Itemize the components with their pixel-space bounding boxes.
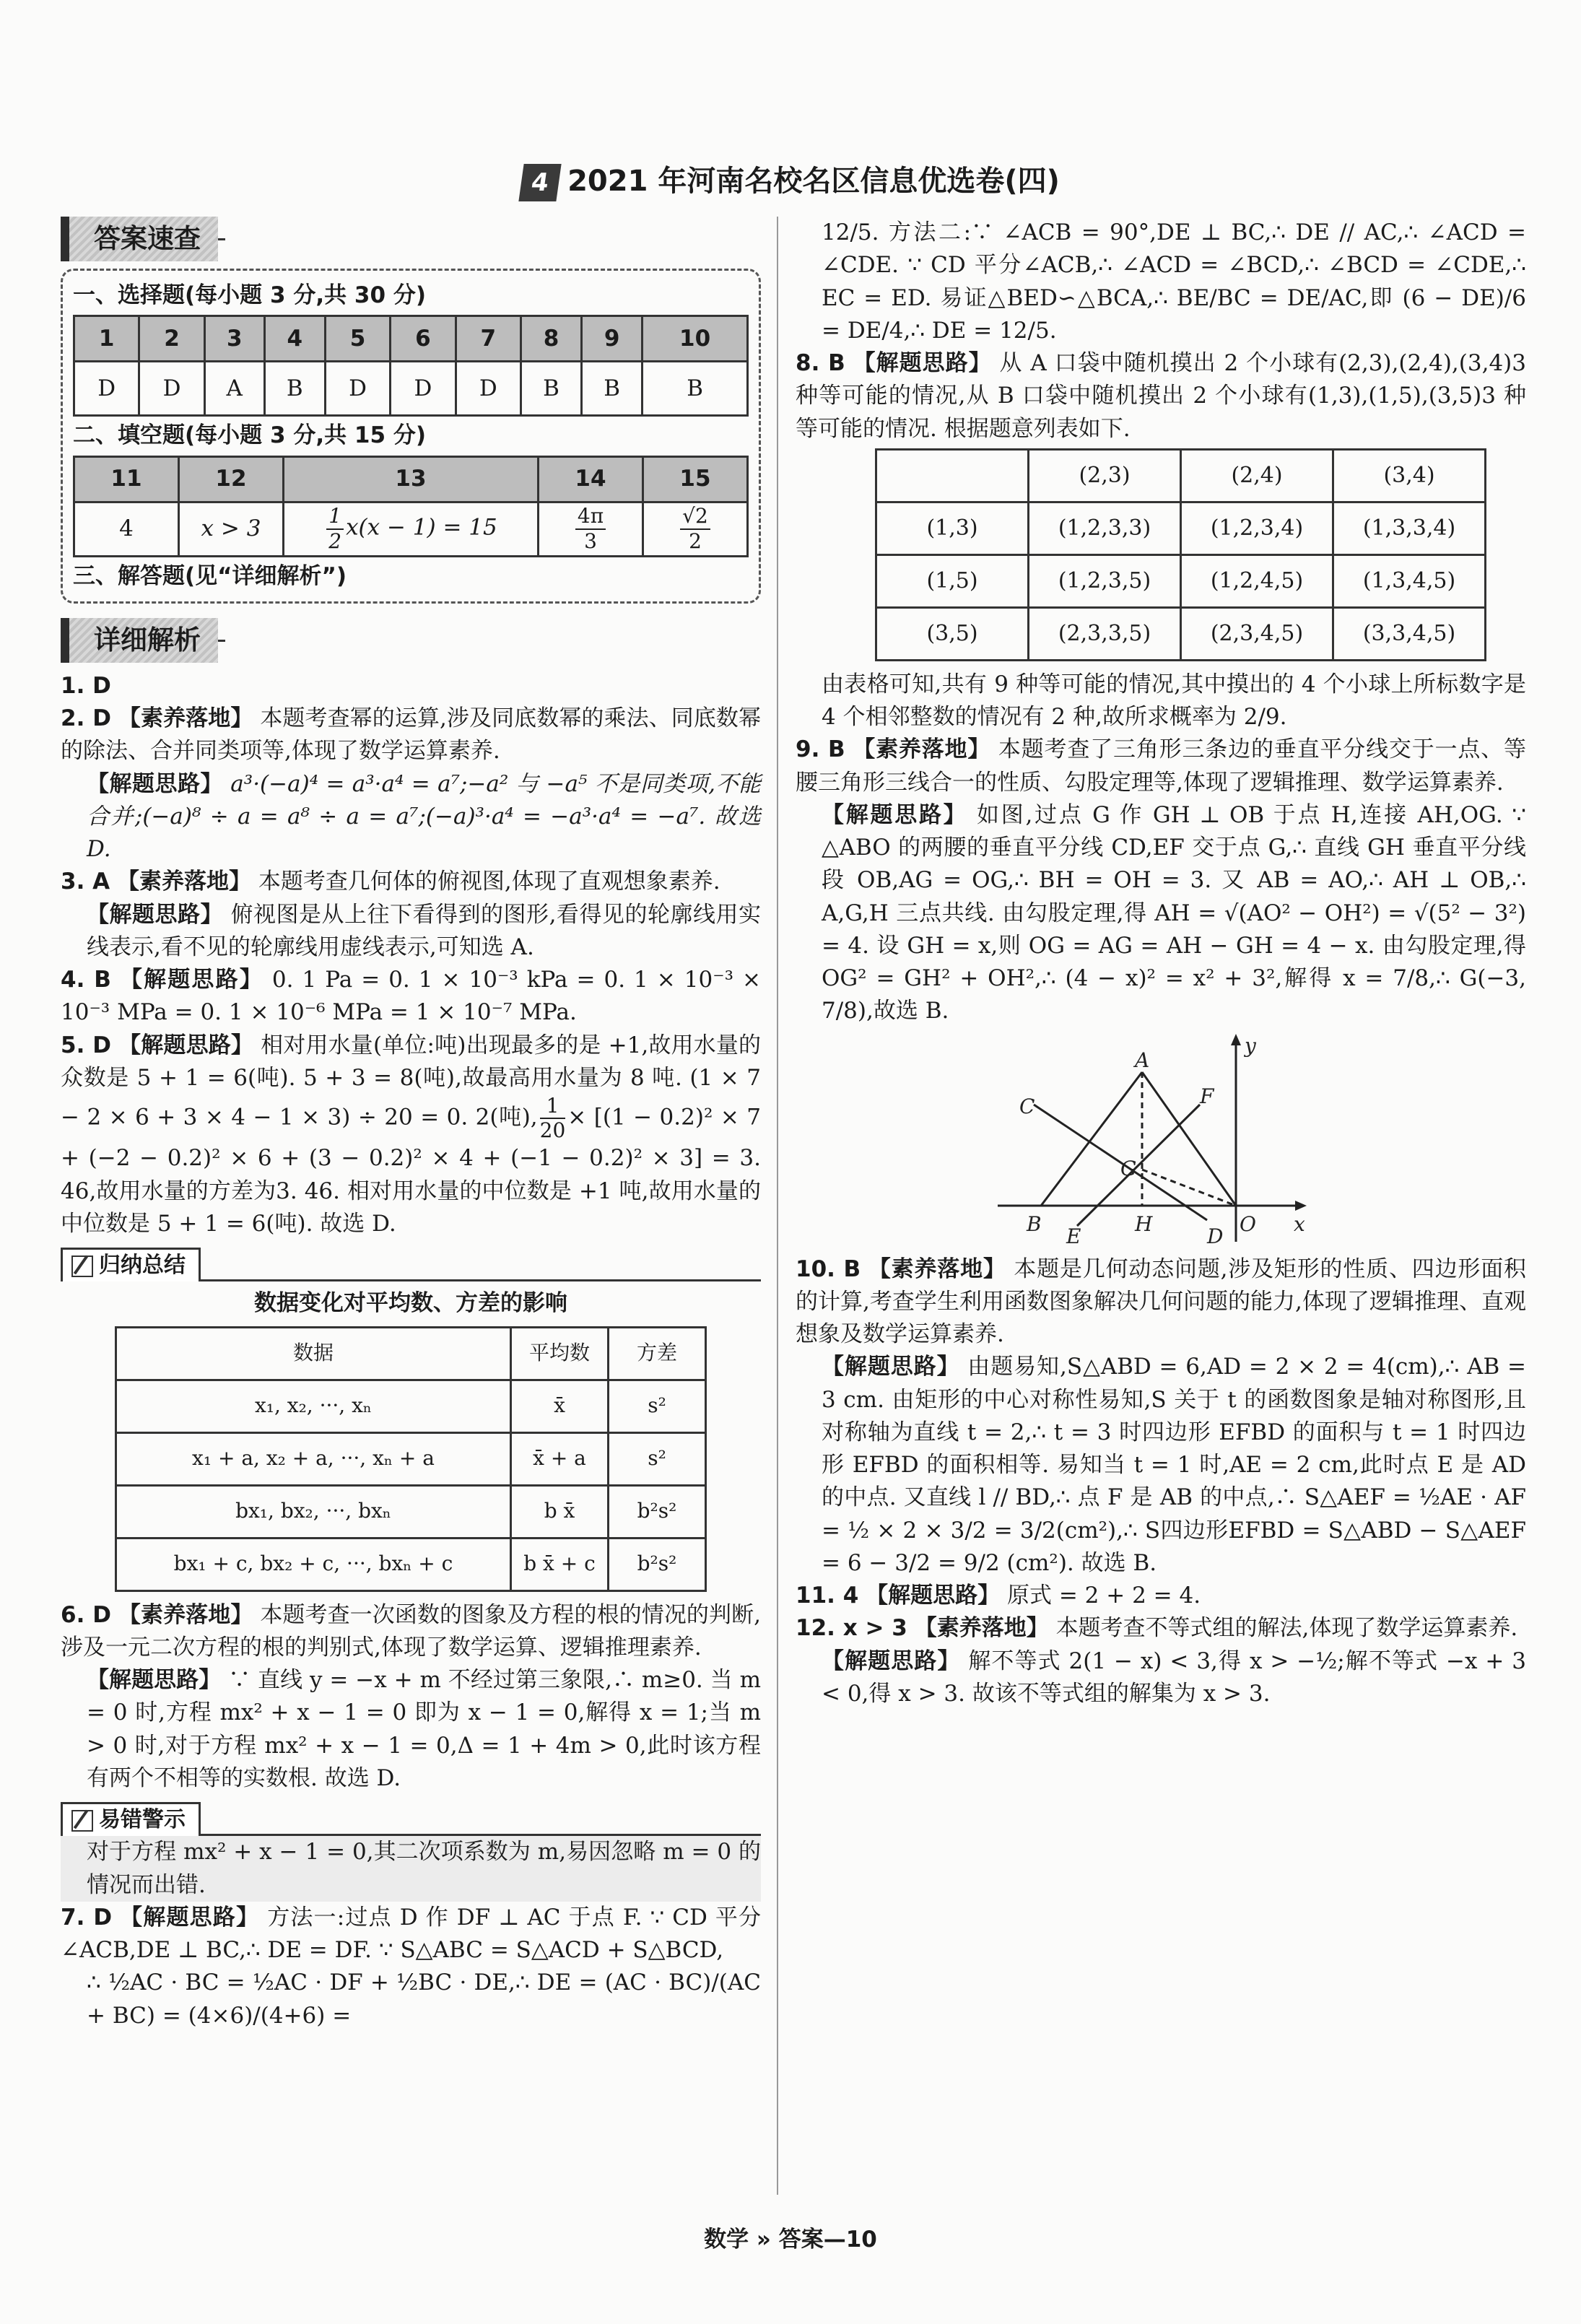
prob-cell: (2,3,4,5) — [1181, 607, 1333, 660]
label-h: H — [1135, 1211, 1153, 1236]
summary-cell: b²s² — [609, 1538, 706, 1590]
pencil-icon — [71, 1810, 93, 1832]
q9-solution: 【解题思路】 如图,过点 G 作 GH ⊥ OB 于点 H,连接 AH,OG. ∵ △ABO 的两腰的垂直平分线 CD,EF 交于点 G,∴ 直线 GH 垂直平分线段 OB,AG = OG,∴ BH = OH = 3. 又 AB = AO,∴ AH ⊥ OB,∴ A,G,H 三点共线. 由勾股定理,得 AH = √(AO² − OH²) = √(5² − 3²) = 4. 设 GH = x,则 OG = AG = AH − GH = 4 − x. 由勾股定理,得 OG² = GH² + OH²,∴ (4 − x)² = x² + 3²,解得 x = 7/8,∴ G(−3, 7/8),故选 B. — [822, 801, 1527, 1024]
summary-cell: bx₁, bx₂, ···, bxₙ — [116, 1485, 511, 1538]
summary-cell: x₁ + a, x₂ + a, ···, xₙ + a — [116, 1432, 511, 1485]
fill-number-5: 15 — [643, 456, 748, 502]
mc-answer-2: D — [139, 362, 204, 416]
q1-answer: 1. D — [61, 672, 111, 699]
prob-row — [876, 554, 1486, 607]
prob-cell: (2,4) — [1181, 449, 1333, 502]
prob-cell: (1,3,3,4) — [1333, 502, 1486, 554]
q7-formula: ∴ ½AC · BC = ½AC · DF + ½BC · DE,∴ DE = (AC · BC)/(AC + BC) = (4×6)/(4+6) = — [87, 1970, 761, 2029]
fill-number-3: 13 — [284, 456, 539, 502]
mc-answer-6: D — [391, 362, 456, 416]
fill-answer-11: 4 — [74, 502, 179, 556]
detail-heading: 详细解析 — [61, 618, 218, 663]
solve-heading: 三、解答题(见“详细解析”) — [73, 562, 347, 589]
label-d: D — [1207, 1224, 1224, 1248]
answer-check-heading: 答案速查 — [61, 217, 218, 261]
q3-block: 3. A 【素养落地】 本题考查几何体的俯视图,体现了直观想象素养. — [61, 869, 720, 895]
label-x: x — [1294, 1211, 1305, 1236]
summary-cell: bx₁ + c, bx₂ + c, ···, bxₙ + c — [116, 1538, 511, 1590]
summary-title: 数据变化对平均数、方差的影响 — [254, 1290, 567, 1317]
mc-answer-10: B — [643, 362, 748, 416]
summary-cell: b x̄ + c — [511, 1538, 609, 1590]
pencil-icon — [71, 1255, 93, 1277]
fill-answer-table — [73, 456, 749, 557]
label-e: E — [1066, 1224, 1081, 1248]
q4-block: 4. B 【解题思路】 0. 1 Pa = 0. 1 × 10⁻³ kPa = 0. 1 × 10⁻³ × 10⁻³ MPa = 0. 1 × 10⁻⁶ MPa = 1 × 10⁻⁷ MPa. — [61, 967, 762, 1026]
q9-geometry-figure — [990, 1032, 1308, 1249]
summary-row — [116, 1380, 706, 1432]
paper-number-badge: 4 — [518, 164, 561, 201]
paper-title-text: 2021 年河南名校名区信息优选卷(四) — [567, 165, 1060, 198]
label-y: y — [1245, 1033, 1256, 1058]
fill-answer-14: $\frac{4\pi}{3}$ — [539, 502, 643, 556]
label-b: B — [1027, 1211, 1042, 1236]
fill-number-1: 11 — [74, 456, 179, 502]
mc-number-7: 7 — [456, 316, 521, 362]
fill-answer-15: $\frac{√2}{2}$ — [643, 502, 748, 556]
segment-og — [1142, 1170, 1236, 1206]
fill-number-4: 14 — [539, 456, 643, 502]
prob-cell: (1,3,4,5) — [1333, 554, 1486, 607]
right-column — [796, 217, 1526, 1710]
summary-cell: b x̄ — [511, 1485, 609, 1538]
mc-answer-1: D — [74, 362, 139, 416]
q6-block: 6. D 【素养落地】 本题考查一次函数的图象及方程的根的情况的判断,涉及一元二次方程的根的判别式,体现了数学运算、逻辑推理素养. — [61, 1601, 762, 1661]
q5-block: 5. D 【解题思路】 相对用水量(单位:吨)出现最多的是 +1,故用水量的众数是 5 + 1 = 6(吨). 5 + 3 = 8(吨),故最高用水量为 8 吨. (1 × 7 − 2 × 6 + 3 × 4 − 1 × 3) ÷ 20 = 0. 2(吨), $\frac{1}{20}$ × [(1 − 0.2)² × 7 + (−2 − 0.2)² × 6 + (3 − 0.2)² × 4 + (−1 − 0.2)² × 3] = 3. 46,故用水量的方差为3. 46. 相对用水量的中位数是 +1 吨,故用水量的中位数是 5 + 1 = 6(吨). 故选 D. — [61, 1032, 762, 1237]
label-c: C — [1019, 1094, 1035, 1118]
fill-heading: 二、填空题(每小题 3 分,共 15 分) — [73, 422, 426, 449]
answer-check-box — [61, 269, 761, 604]
summary-row — [116, 1327, 706, 1380]
summary-cell: x₁, x₂, ···, xₙ — [116, 1380, 511, 1432]
prob-row — [876, 607, 1486, 660]
q10-block: 10. B 【素养落地】 本题是几何动态问题,涉及矩形的性质、四边形面积的计算,考查学生利用函数图象解决几何问题的能力,体现了逻辑推理、直观想象及数学运算素养. — [796, 1255, 1527, 1347]
warning-text: 对于方程 mx² + x − 1 = 0,其二次项系数为 m,易因忽略 m = 0 的情况而出错. — [61, 1836, 761, 1902]
summary-cell: 平均数 — [511, 1327, 609, 1380]
segment-ba — [1041, 1072, 1142, 1206]
q12-solution: 【解题思路】 解不等式 2(1 − x) < 3,得 x > −½;解不等式 −x + 3 < 0,得 x > 3. 故该不等式组的解集为 x > 3. — [822, 1648, 1527, 1707]
summary-table — [115, 1326, 707, 1592]
q7-continued: 12/5. 方法二:∵ ∠ACB = 90°,DE ⊥ BC,∴ DE // AC,∴ ∠ACD = ∠CDE. ∵ CD 平分∠ACB,∴ ∠ACD = ∠BCD,∴ ∠BCD = ∠CDE,∴ EC = ED. 易证△BED∽△BCA,∴ BE/BC = DE/AC,即 (6 − DE)/6 = DE/4,∴ DE = 12/5. — [822, 219, 1526, 344]
prob-cell: (3,5) — [876, 607, 1029, 660]
summary-row — [116, 1432, 706, 1485]
label-o: O — [1240, 1211, 1256, 1236]
mc-answer-5: D — [325, 362, 390, 416]
mc-answer-3: A — [204, 362, 264, 416]
prob-cell: (3,4) — [1333, 449, 1486, 502]
label-f: F — [1200, 1084, 1214, 1108]
prob-cell: (1,2,4,5) — [1181, 554, 1333, 607]
summary-cell: x̄ + a — [511, 1432, 609, 1485]
summary-cell: s² — [609, 1432, 706, 1485]
fill-number-2: 12 — [179, 456, 284, 502]
mc-heading: 一、选择题(每小题 3 分,共 30 分) — [73, 282, 426, 308]
q6-solution: 【解题思路】 ∵ 直线 y = −x + m 不经过第三象限,∴ m≥0. 当 m = 0 时,方程 mx² + x − 1 = 0 即为 x − 1 = 0,解得 x = 1;当 m > 0 时,对于方程 mx² + x − 1 = 0,Δ = 1 + 4m > 0,此时该方程有两个不相等的实数根. 故选 D. — [87, 1667, 762, 1791]
mc-number-3: 3 — [204, 316, 264, 362]
mc-number-9: 9 — [582, 316, 643, 362]
q8-conclusion: 由表格可知,共有 9 种等可能的情况,其中摸出的 4 个小球上所标数字是 4 个相邻整数的情况有 2 种,故所求概率为 2/9. — [822, 671, 1526, 730]
prob-cell: (1,5) — [876, 554, 1029, 607]
mc-answer-7: D — [456, 362, 521, 416]
mc-number-5: 5 — [325, 316, 390, 362]
summary-cell: 方差 — [609, 1327, 706, 1380]
perp-bisector-ef — [1077, 1105, 1200, 1226]
prob-cell: (1,2,3,4) — [1181, 502, 1333, 554]
q10-solution: 【解题思路】 由题易知,S△ABD = 6,AD = 2 × 2 = 4(cm),∴ AB = 3 cm. 由矩形的中心对称性易知,S 关于 t 的函数图象是轴对称图形,且对称轴为直线 t = 2,∴ t = 3 时四边形 EFBD 的面积与 t = 1 时四边形 EFBD 的面积相等. 易知当 t = 1 时,AE = 2 cm,此时点 E 是 AD 的中点. 又直线 l // BD,∴ 点 F 是 AB 的中点,∴ S△AEF = ½AE · AF = ½ × 2 × 3/2 = 3/2(cm²),∴ S四边形EFBD = S△ABD − S△AEF = 6 − 3/2 = 9/2 (cm²). 故选 B. — [822, 1354, 1527, 1576]
prob-cell: (1,2,3,3) — [1029, 502, 1181, 554]
q12-block: 12. x > 3 【素养落地】 本题考查不等式组的解法,体现了数学运算素养. — [796, 1615, 1518, 1642]
mc-number-8: 8 — [521, 316, 581, 362]
mc-answer-9: B — [582, 362, 643, 416]
summary-cell: s² — [609, 1380, 706, 1432]
prob-row — [876, 449, 1486, 502]
summary-cell: b²s² — [609, 1485, 706, 1538]
summary-cell: 数据 — [116, 1327, 511, 1380]
mc-answer-4: B — [264, 362, 325, 416]
mc-answer-table — [73, 315, 749, 417]
summary-row — [116, 1538, 706, 1590]
prob-cell: (2,3) — [1029, 449, 1181, 502]
q11-block: 11. 4 【解题思路】 原式 = 2 + 2 = 4. — [796, 1583, 1201, 1609]
mc-number-4: 4 — [264, 316, 325, 362]
prob-cell: (1,3) — [876, 502, 1029, 554]
label-g: G — [1120, 1156, 1137, 1180]
page-footer: 数学 » 答案—10 — [704, 2227, 877, 2253]
page-title — [0, 160, 1581, 202]
prob-cell — [876, 449, 1029, 502]
summary-cell: x̄ — [511, 1380, 609, 1432]
warning-label: 易错警示 — [61, 1802, 201, 1836]
prob-cell: (1,2,3,5) — [1029, 554, 1181, 607]
mc-number-10: 10 — [643, 316, 748, 362]
prob-row — [876, 502, 1486, 554]
fill-answer-13: $\frac{1}{2}$ x(x − 1) = 15 — [284, 502, 539, 556]
q3-solution: 【解题思路】 俯视图是从上往下看得到的图形,看得见的轮廓线用实线表示,看不见的轮廓线用虚线表示,可知选 A. — [87, 901, 762, 960]
summary-label: 归纳总结 — [61, 1248, 201, 1281]
prob-cell: (2,3,3,5) — [1029, 607, 1181, 660]
probability-table — [875, 448, 1486, 661]
x-arrow-icon — [1295, 1201, 1307, 1211]
mc-number-2: 2 — [139, 316, 204, 362]
q2-block: 2. D 【素养落地】 本题考查幂的运算,涉及同底数幂的乘法、同底数幂的除法、合并同类项等,体现了数学运算素养. — [61, 705, 762, 765]
fill-answer-12: x > 3 — [179, 502, 284, 556]
y-arrow-icon — [1231, 1034, 1241, 1045]
summary-row — [116, 1485, 706, 1538]
label-a: A — [1135, 1048, 1150, 1072]
q9-block: 9. B 【素养落地】 本题考查了三角形三条边的垂直平分线交于一点、等腰三角形三线合一的性质、勾股定理等,体现了逻辑推理、数学运算素养. — [796, 736, 1527, 796]
column-divider — [777, 217, 778, 2195]
left-column — [61, 217, 761, 2032]
q7-block: 7. D 【解题思路】 方法一:过点 D 作 DF ⊥ AC 于点 F. ∵ CD 平分∠ACB,DE ⊥ BC,∴ DE = DF. ∵ S△ABC = S△ACD + S△BCD, — [61, 1904, 762, 1964]
q8-block: 8. B 【解题思路】 从 A 口袋中随机摸出 2 个小球有(2,3),(2,4),(3,4)3 种等可能的情况,从 B 口袋中随机摸出 2 个小球有(1,3),(1,5),(3,5)3 种等可能的情况. 根据题意列表如下. — [796, 350, 1526, 442]
q2-solution: 【解题思路】 a³·(−a)⁴ = a³·a⁴ = a⁷;−a² 与 −a⁵ 不是同类项,不能合并;(−a)⁸ ÷ a = a⁸ ÷ a = a⁷;(−a)³·a⁴ = −a³·a⁴ = −a⁷. 故选 D. — [87, 770, 761, 862]
prob-cell: (3,3,4,5) — [1333, 607, 1486, 660]
mc-number-6: 6 — [391, 316, 456, 362]
mc-number-1: 1 — [74, 316, 139, 362]
mc-answer-8: B — [521, 362, 581, 416]
